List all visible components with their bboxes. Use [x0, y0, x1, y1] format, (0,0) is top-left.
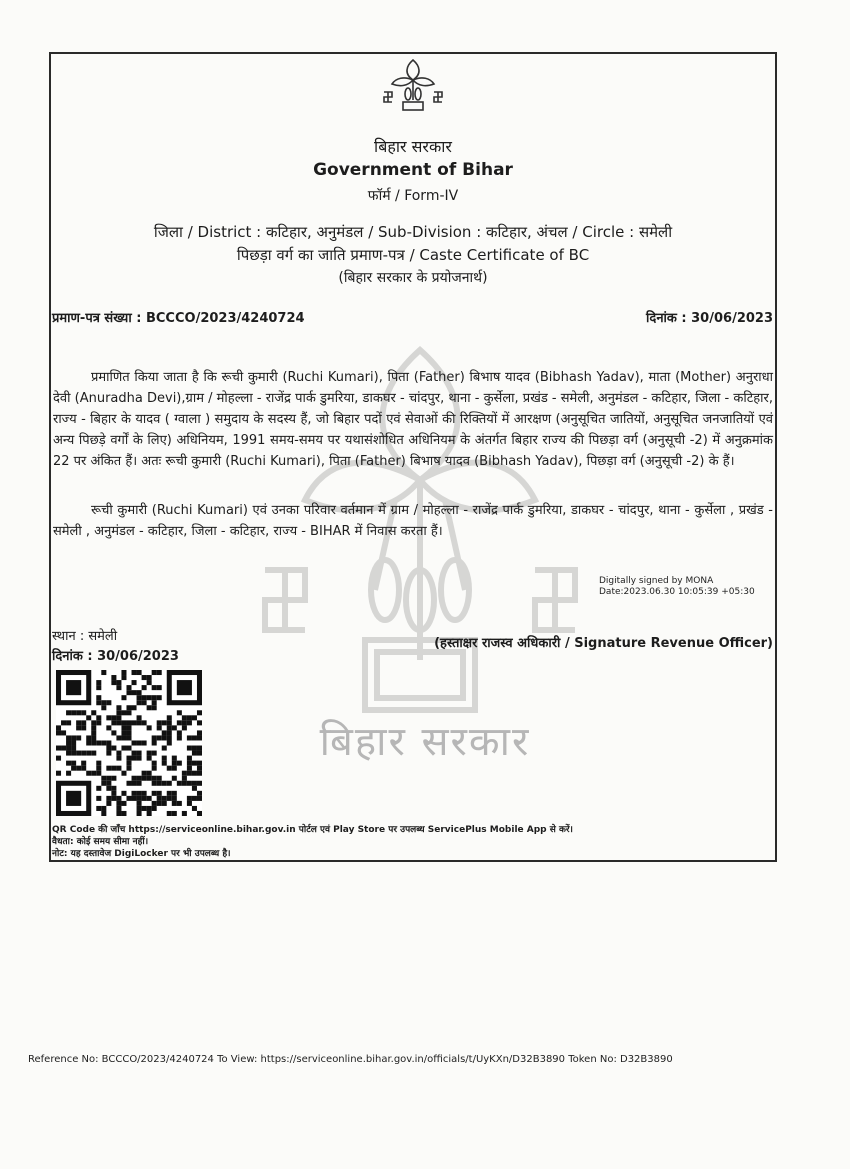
place-label: स्थान : समेली [52, 629, 118, 644]
reference-footer: Reference No: BCCCO/2023/4240724 To View: https://serviceonline.bihar.gov.in/officials/t/UyKXn/D32B3890 Token No: D32B3890 [28, 1054, 673, 1065]
digital-signature-info [599, 576, 755, 598]
certificate-title: पिछड़ा वर्ग का जाति प्रमाण-पत्र / Caste Certificate of BC [236, 246, 590, 264]
residence-paragraph: रूची कुमारी (Ruchi Kumari) एवं उनका परिवार वर्तमान में ग्राम / मोहल्ला - राजेंद्र पार्क डुमरिया, डाकघर - चांदपुर, थाना - कुर्सेला , प्रखंड - समेली , अनुमंडल - कटिहार, जिला - कटिहार, राज्य - BIHAR में निवास करता हैं। [53, 503, 773, 539]
validity-note: वैधता: कोई समय सीमा नहीं। [52, 837, 149, 847]
certification-paragraph: प्रमाणित किया जाता है कि रूची कुमारी (Ruchi Kumari), पिता (Father) बिभाष यादव (Bibhash Yadav), माता (Mother) अनुराधा देवी (Anuradha Devi),ग्राम / मोहल्ला - राजेंद्र पार्क डुमरिया, डाकघर - चांदपुर, थाना - कुर्सेला, प्रखंड - समेली, अनुमंडल - कटिहार, जिला - कटिहार, राज्य - बिहार के यादव ( ग्वाला ) समुदाय के सदस्य हैं, जो बिहार पदों एवं सेवाओं की रिक्तियों में आरक्षण (अनुसूचित जातियों, अनुसूचित जनजातियों एवं अन्य पिछड़े वर्गों के लिए) अधिनियम, 1991 समय-समय पर यथासंशोधित अधिनियम के अंतर्गत बिहार राज्य की पिछड़ा वर्ग (अनुसूची -2) में अनुक्रमांक 22 पर अंकित हैं। अतः रूची कुमारी (Ruchi Kumari), पिता (Father) बिभाष यादव (Bibhash Yadav), पिछड़ा वर्ग (अनुसूची -2) के हैं। [53, 370, 773, 469]
issue-date-value: 30/06/2023 [691, 311, 773, 326]
qr-code-icon [56, 670, 202, 816]
signature-officer: (हस्ताक्षर राजस्व अधिकारी / Signature Revenue Officer) [434, 636, 773, 651]
signature-date: दिनांक : 30/06/2023 [52, 649, 179, 664]
watermark-text: बिहार सरकार [319, 719, 531, 765]
digital-signature-signer: Digitally signed by MONA [599, 576, 714, 586]
certificate-number-value: BCCCO/2023/4240724 [145, 311, 305, 326]
certificate-number-label: प्रमाण-पत्र संख्या : [52, 311, 142, 326]
issue-date-label: दिनांक : [646, 311, 687, 326]
form-label: फॉर्म / Form-IV [367, 188, 459, 204]
certificate-number [52, 308, 305, 326]
digilocker-note: नोट: यह दस्तावेज DigiLocker पर भी उपलब्ध है। [52, 849, 231, 859]
certificate-purpose: (बिहार सरकार के प्रयोजनार्थ) [338, 270, 488, 286]
verification-notes [52, 824, 573, 860]
digital-signature-date: Date:2023.06.30 10:05:39 +05:30 [599, 587, 755, 597]
government-english-title: Government of Bihar [313, 160, 513, 180]
issue-date [646, 308, 773, 326]
bihar-emblem-icon [380, 56, 446, 112]
government-hindi-title: बिहार सरकार [374, 137, 452, 156]
qr-verification-note: QR Code की जाँच https://serviceonline.bihar.gov.in पोर्टल एवं Play Store पर उपलब्ध ServicePlus Mobile App से करें। [52, 825, 573, 835]
district-line: जिला / District : कटिहार, अनुमंडल / Sub-Division : कटिहार, अंचल / Circle : समेली [153, 223, 673, 241]
